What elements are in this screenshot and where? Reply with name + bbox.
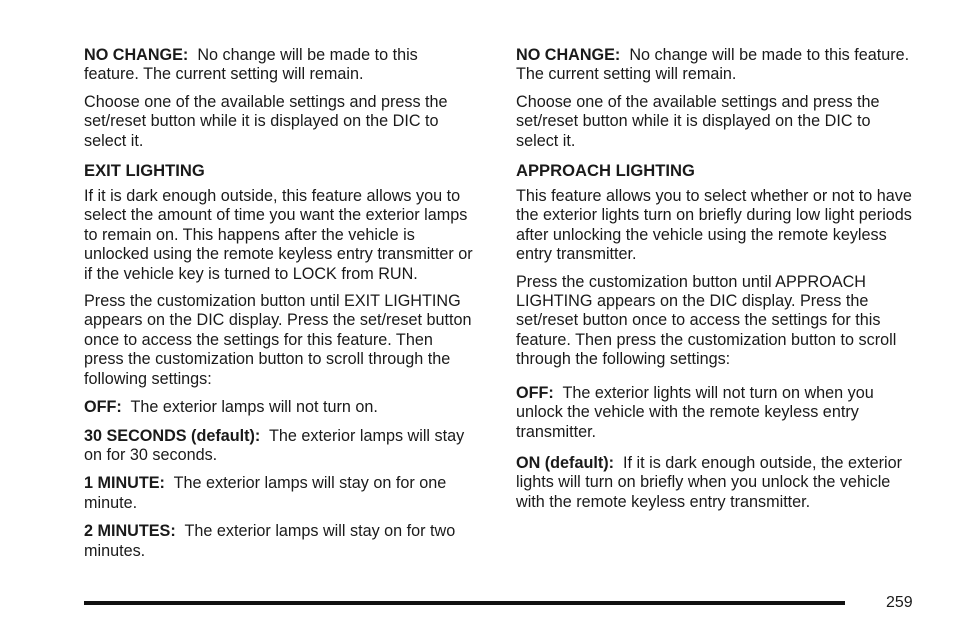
page-number: 259 xyxy=(886,594,913,611)
press-paragraph: Press the customization button until APPROACH LIGHTING appears on the DIC display. Press the set/reset button once to access the settings for this feature. Then press the customization button to scroll through the following settings: xyxy=(516,272,897,369)
choose-paragraph: Choose one of the available settings and press the set/reset button while it is displayed on the DIC to select it. xyxy=(84,92,448,150)
press-paragraph: Press the customization button until EXIT LIGHTING appears on the DIC display. Press the set/reset button once to access the settings for this feature. Then press the customization button to scroll through the following settings: xyxy=(84,292,472,388)
option-term: NO CHANGE: xyxy=(516,46,621,64)
option-paragraph xyxy=(84,398,474,417)
no-change-paragraph xyxy=(516,46,916,85)
option-paragraph xyxy=(516,384,916,442)
section-heading: APPROACH LIGHTING xyxy=(516,161,695,181)
option-term: 2 MINUTES: xyxy=(84,522,176,541)
option-text: No change will be made to this feature. The current setting will remain. xyxy=(516,46,910,84)
option-term: ON (default): xyxy=(516,453,615,472)
left-column xyxy=(84,46,474,561)
option-text: If it is dark enough outside, the exterior lights will turn on briefly when you unlock the vehicle with the remote keyless entry transmitter. xyxy=(516,453,902,511)
option-paragraph xyxy=(516,454,916,512)
option-paragraph xyxy=(84,427,474,466)
option-term: OFF: xyxy=(84,398,122,417)
option-paragraph xyxy=(84,522,474,561)
option-text: The exterior lights will not turn on when you unlock the vehicle with the remote keyless entry transmitter. xyxy=(516,383,874,441)
intro-paragraph: If it is dark enough outside, this feature allows you to select the amount of time you want the exterior lamps to remain on. This happens after the vehicle is unlocked using the remote keyless entry transmitter or if the vehicle key is turned to LOCK from RUN. xyxy=(84,187,473,283)
option-term: 30 SECONDS (default): xyxy=(84,426,261,445)
option-term: OFF: xyxy=(516,383,554,402)
option-term: 1 MINUTE: xyxy=(84,474,165,493)
option-paragraph xyxy=(84,474,474,513)
right-column xyxy=(516,46,916,512)
section-heading: EXIT LIGHTING xyxy=(84,161,205,181)
option-text: The exterior lamps will stay on for one minute. xyxy=(84,474,447,512)
option-text: The exterior lamps will stay on for 30 seconds. xyxy=(84,426,465,464)
footer-rule xyxy=(84,601,845,605)
option-text: The exterior lamps will stay on for two minutes. xyxy=(84,522,456,560)
intro-paragraph: This feature allows you to select whether or not to have the exterior lights turn on briefly during low light periods after unlocking the vehicle using the remote keyless entry transmitter. xyxy=(516,187,912,264)
option-text: The exterior lamps will not turn on. xyxy=(130,398,378,417)
option-term: NO CHANGE: xyxy=(84,46,189,64)
option-text: No change will be made to this feature. The current setting will remain. xyxy=(84,46,418,84)
choose-paragraph: Choose one of the available settings and press the set/reset button while it is displayed on the DIC to select it. xyxy=(516,92,880,150)
no-change-paragraph xyxy=(84,46,474,85)
